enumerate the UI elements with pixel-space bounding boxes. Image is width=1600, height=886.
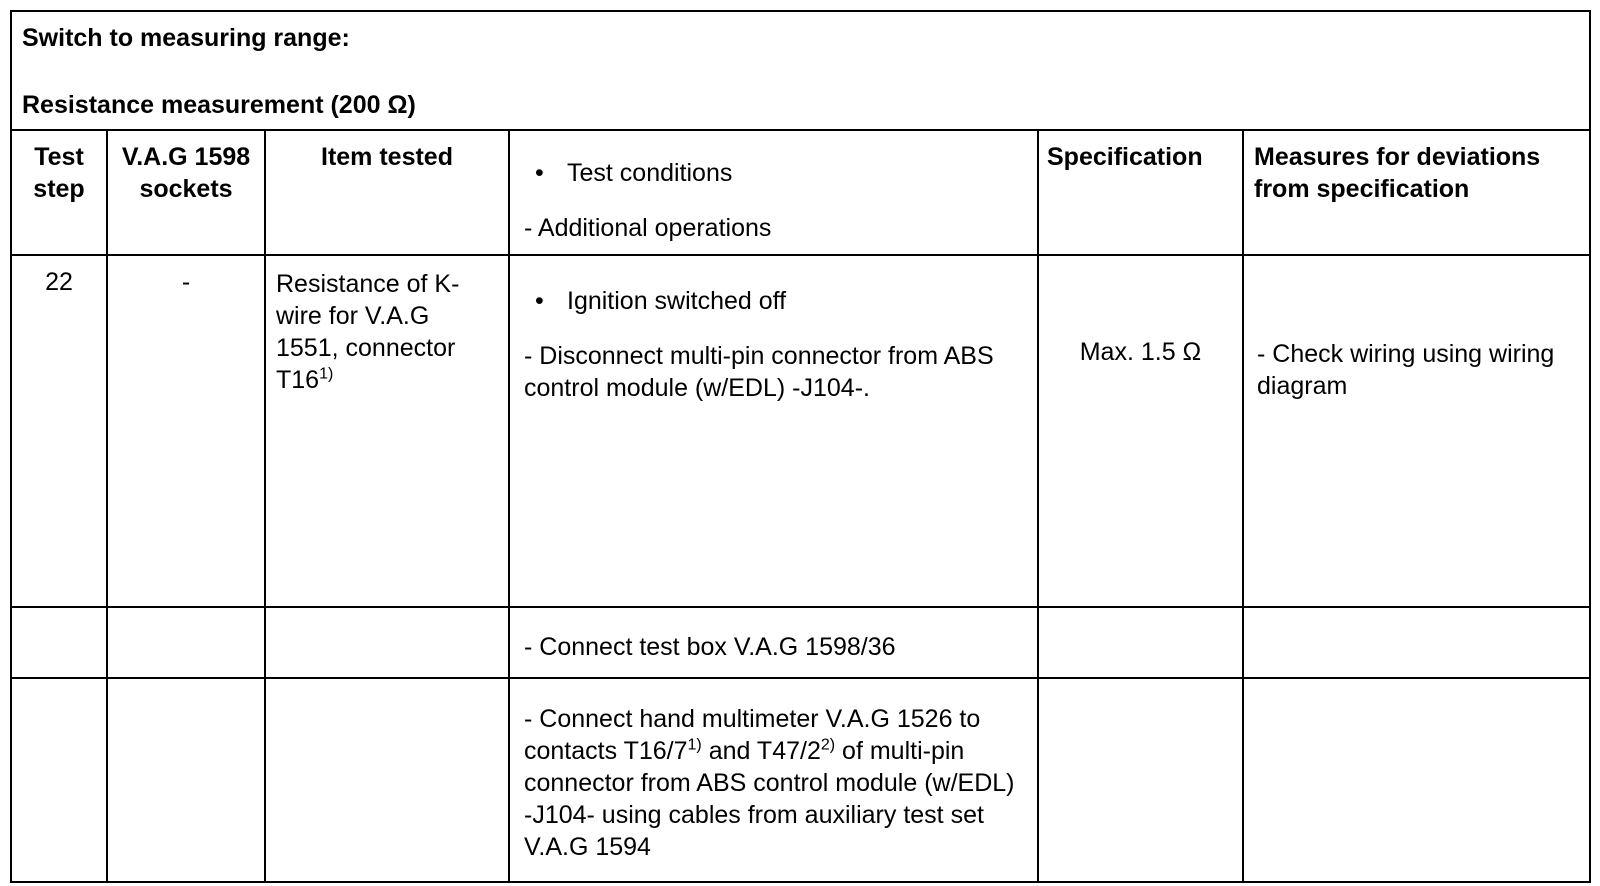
cell-test-step <box>11 607 107 678</box>
cell-item-tested <box>265 678 509 882</box>
cell-test-step <box>11 678 107 882</box>
header-measures: Measures for deviations from specification <box>1243 130 1590 255</box>
header-row <box>11 130 1590 255</box>
header-conditions-operations <box>509 130 1038 255</box>
operation-text <box>524 703 1027 863</box>
footnote-ref: 1) <box>319 365 334 383</box>
cell-sockets <box>107 678 265 882</box>
item-tested-text: Resistance of K-wire for V.A.G 1551, connector T16 <box>276 270 460 394</box>
title-row <box>11 11 1590 130</box>
header-specification: Specification <box>1038 130 1243 255</box>
header-test-conditions: • Test conditions <box>524 157 1027 189</box>
title-cell <box>11 11 1590 130</box>
test-procedure-table <box>10 10 1591 883</box>
operation-text: - Connect test box V.A.G 1598/36 <box>524 633 896 661</box>
cell-item-tested <box>265 607 509 678</box>
operation-part: and T47/2 <box>701 737 821 765</box>
header-item-tested: Item tested <box>265 130 509 255</box>
test-condition: • Ignition switched off <box>524 285 1027 317</box>
cell-conditions-operations <box>509 678 1038 882</box>
header-sockets: V.A.G 1598 sockets <box>107 130 265 255</box>
cell-sockets: - <box>107 255 265 607</box>
cell-measures <box>1243 678 1590 882</box>
operation-text: - Disconnect multi-pin connector from ABS control module (w/EDL) -J104-. <box>524 342 994 402</box>
footnote-ref: 2) <box>820 736 836 754</box>
measuring-range-label: Switch to measuring range: <box>22 24 350 52</box>
cell-measures <box>1243 607 1590 678</box>
table-row <box>11 607 1590 678</box>
measurement-type: Resistance measurement (200 Ω) <box>22 91 416 119</box>
footnote-ref: 1) <box>687 736 702 754</box>
cell-sockets <box>107 607 265 678</box>
cell-measures: - Check wiring using wiring diagram <box>1243 255 1590 607</box>
cell-item-tested <box>265 255 509 607</box>
header-additional-operations: - Additional operations <box>524 214 772 242</box>
cell-conditions-operations <box>509 607 1038 678</box>
cell-specification <box>1038 607 1243 678</box>
cell-specification: Max. 1.5 Ω <box>1038 255 1243 607</box>
table-row <box>11 678 1590 882</box>
cell-test-step: 22 <box>11 255 107 607</box>
header-test-step: Test step <box>11 130 107 255</box>
cell-specification <box>1038 678 1243 882</box>
operation-part: of multi-pin connector from ABS control module (w/EDL) -J104- using cables from auxiliary test set V.A.G 1594 <box>524 737 1015 861</box>
operation-part: - Connect hand multimeter V.A.G 1526 to contacts T16/7 <box>524 705 981 765</box>
cell-conditions-operations <box>509 255 1038 607</box>
table-row <box>11 255 1590 607</box>
